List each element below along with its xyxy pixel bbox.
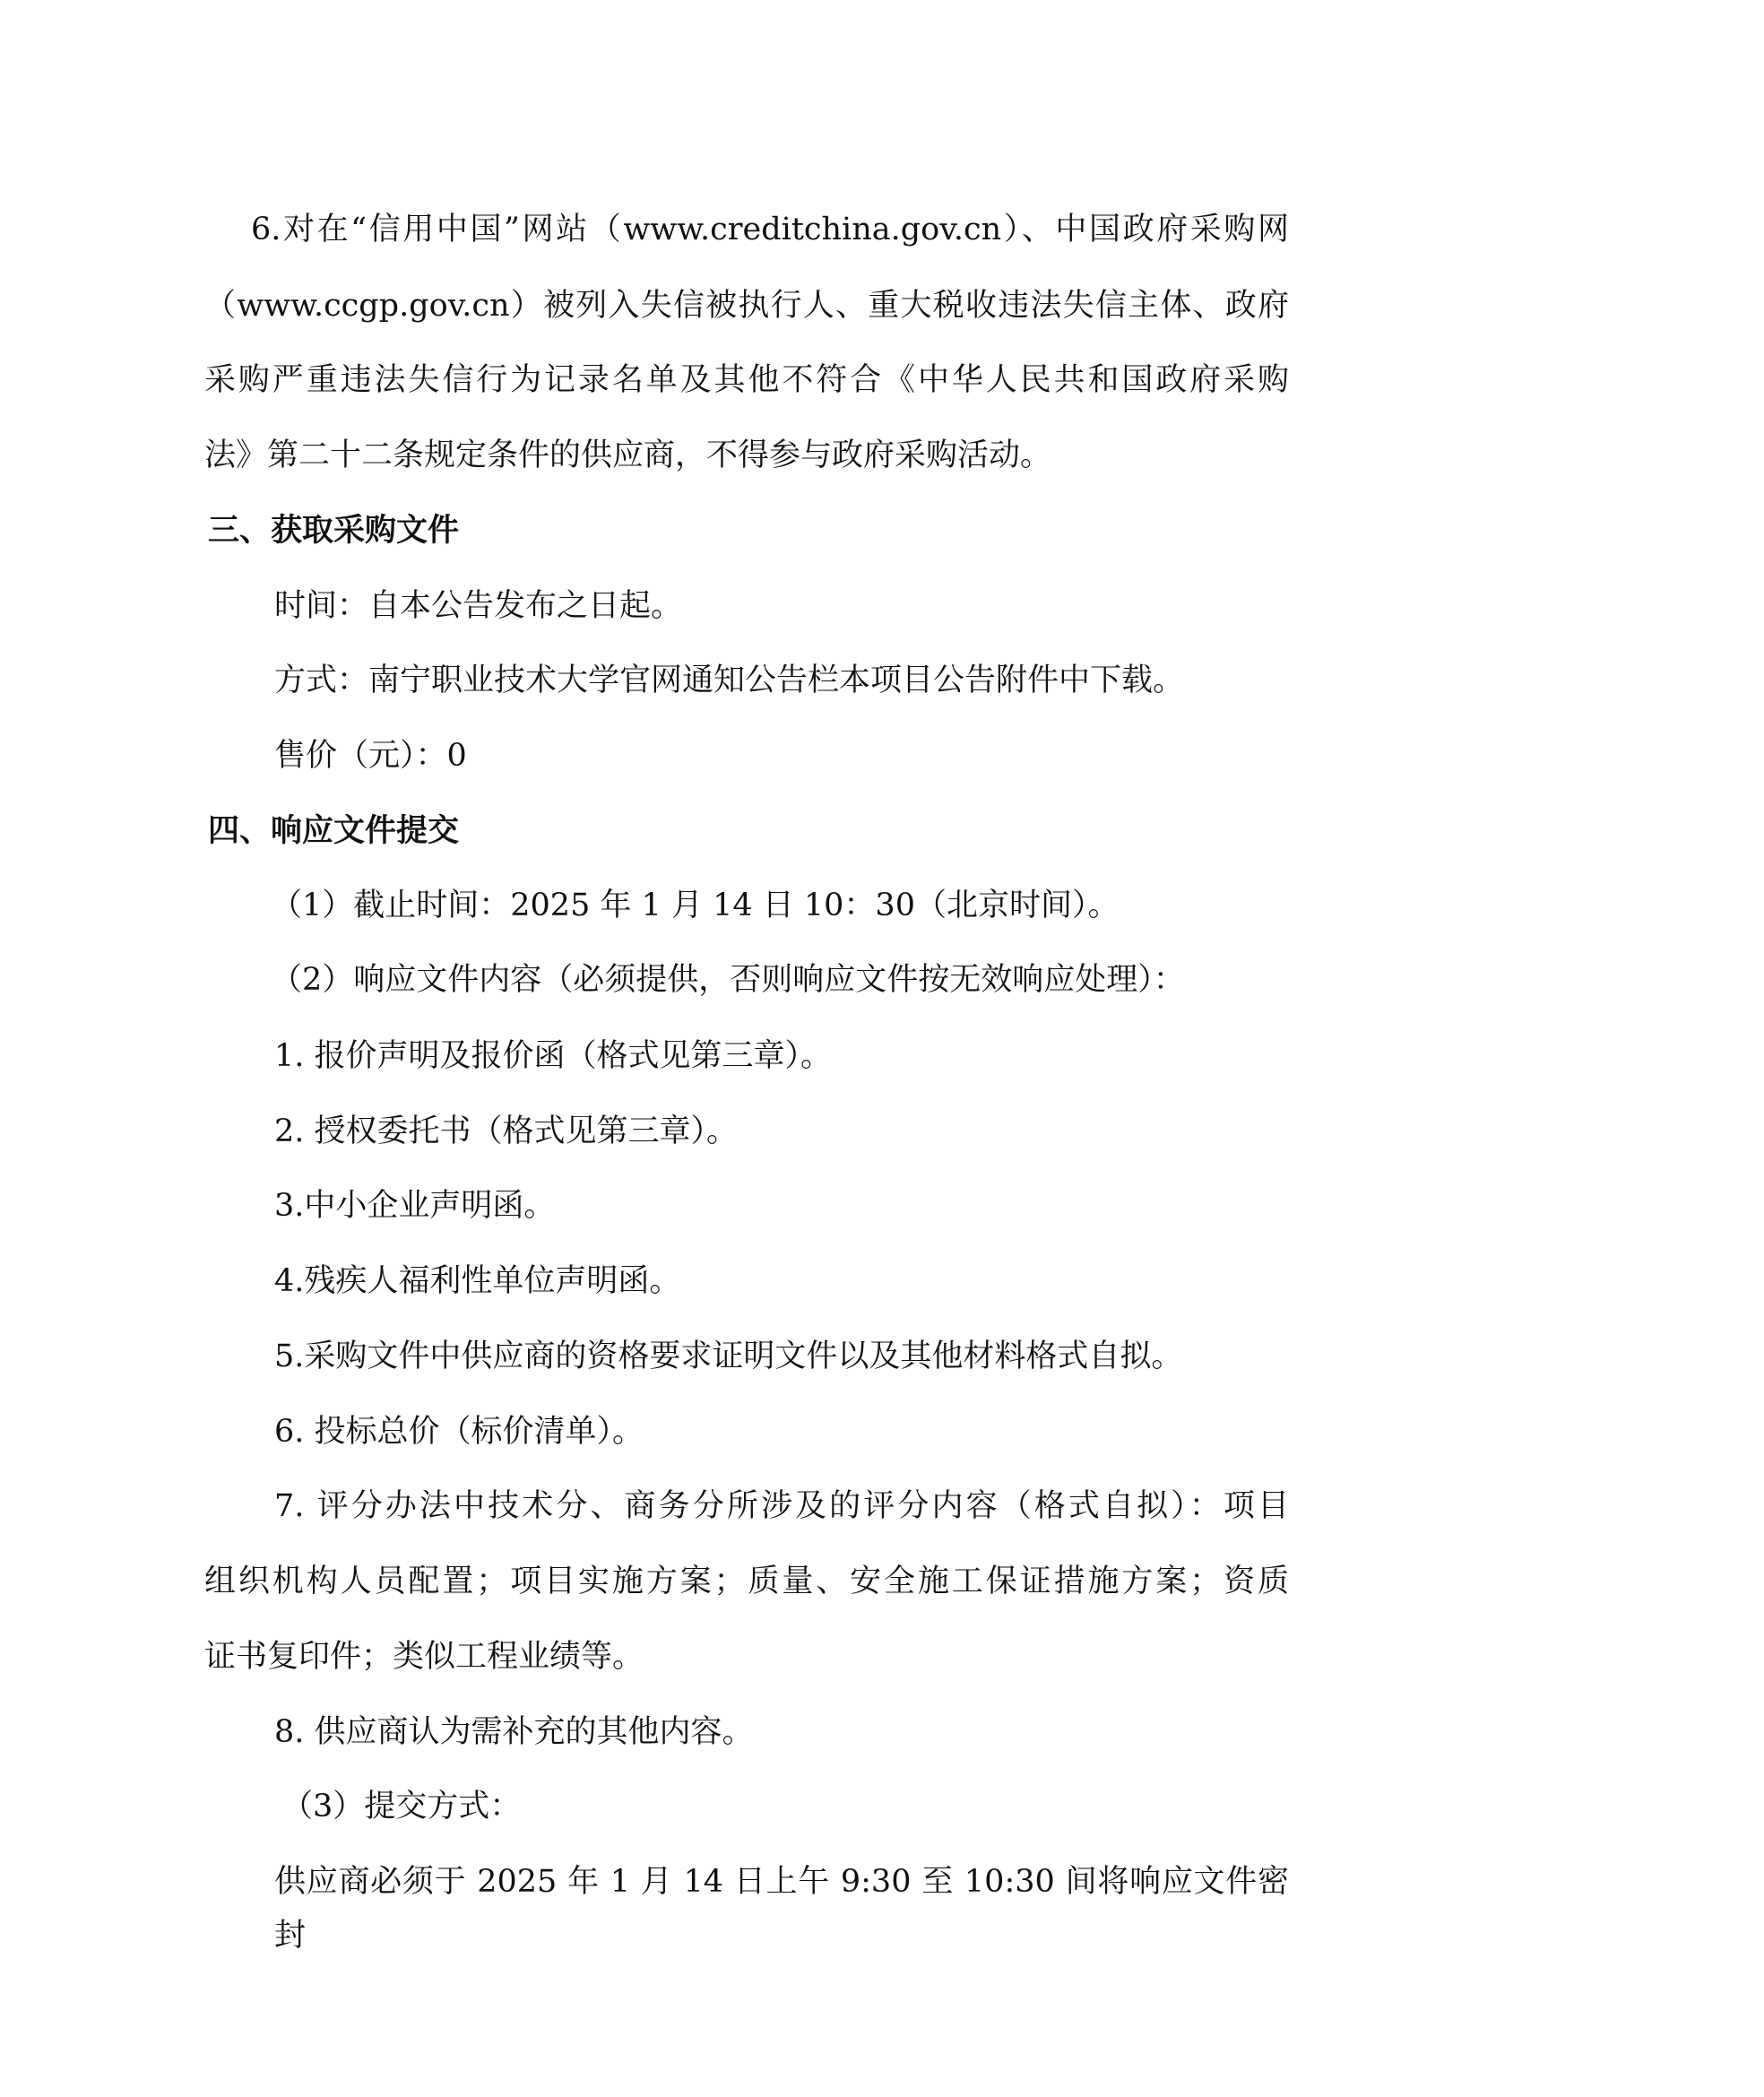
- list-item-8: 8. 供应商认为需补充的其他内容。: [274, 1714, 754, 1750]
- item7-line-1: 7. 评分办法中技术分、商务分所涉及的评分内容（格式自拟）：项目: [274, 1488, 1289, 1524]
- section3-time: 时间：自本公告发布之日起。: [274, 588, 683, 624]
- item7-paragraph: [204, 1479, 1289, 1533]
- section3-method: 方式：南宁职业技术大学官网通知公告栏本项目公告附件中下载。: [274, 663, 1185, 698]
- item6-paragraph-cont: [204, 429, 1289, 482]
- list-item-3: 3.中小企业声明函。: [274, 1188, 556, 1224]
- list-item-6: 6. 投标总价（标价清单）。: [274, 1414, 644, 1450]
- section4-deadline: （1）截止时间：2025 年 1 月 14 日 10：30（北京时间）。: [271, 888, 1120, 923]
- list-item-1: 1. 报价声明及报价函（格式见第三章）。: [274, 1038, 833, 1074]
- list-item-2: 2. 授权委托书（格式见第三章）。: [274, 1113, 739, 1149]
- list-item-5: 5.采购文件中供应商的资格要求证明文件以及其他材料格式自拟。: [274, 1339, 1183, 1374]
- section4-contents-title: （2）响应文件内容（必须提供，否则响应文件按无效响应处理）：: [271, 962, 1185, 998]
- list-item-4: 4.残疾人福利性单位声明函。: [274, 1263, 681, 1299]
- item6-line-2: （www.ccgp.gov.cn）被列入失信被执行人、重大税收违法失信主体、政府: [204, 288, 1289, 324]
- submission-paragraph: [204, 1855, 1289, 1954]
- item7-paragraph-cont: [204, 1555, 1289, 1608]
- item6-line-1: 6.对在“信用中国”网站（www.creditchina.gov.cn）、中国政府采购网: [251, 212, 1289, 247]
- section3-price: 售价（元）：0: [274, 738, 467, 774]
- item7-line-3: 证书复印件；类似工程业绩等。: [204, 1639, 644, 1675]
- item6-line-3: 采购严重违法失信行为记录名单及其他不符合《中华人民共和国政府采购: [204, 362, 1289, 398]
- item6-paragraph-cont: [204, 279, 1289, 333]
- item7-line-2: 组织机构人员配置；项目实施方案；质量、安全施工保证措施方案；资质: [204, 1564, 1289, 1599]
- section3-heading: 三、获取采购文件: [208, 512, 460, 549]
- submission-title: （3）提交方式：: [281, 1789, 522, 1824]
- item7-paragraph-cont: [204, 1630, 1289, 1684]
- item6-line-4: 法》第二十二条规定条件的供应商，不得参与政府采购活动。: [204, 438, 1052, 473]
- item6-paragraph-cont: [204, 353, 1289, 407]
- item6-paragraph: [204, 203, 1289, 256]
- section4-heading: 四、响应文件提交: [208, 812, 460, 849]
- submission-line-1: 供应商必须于 2025 年 1 月 14 日上午 9:30 至 10:30 间将响应文件密封: [274, 1864, 1289, 1954]
